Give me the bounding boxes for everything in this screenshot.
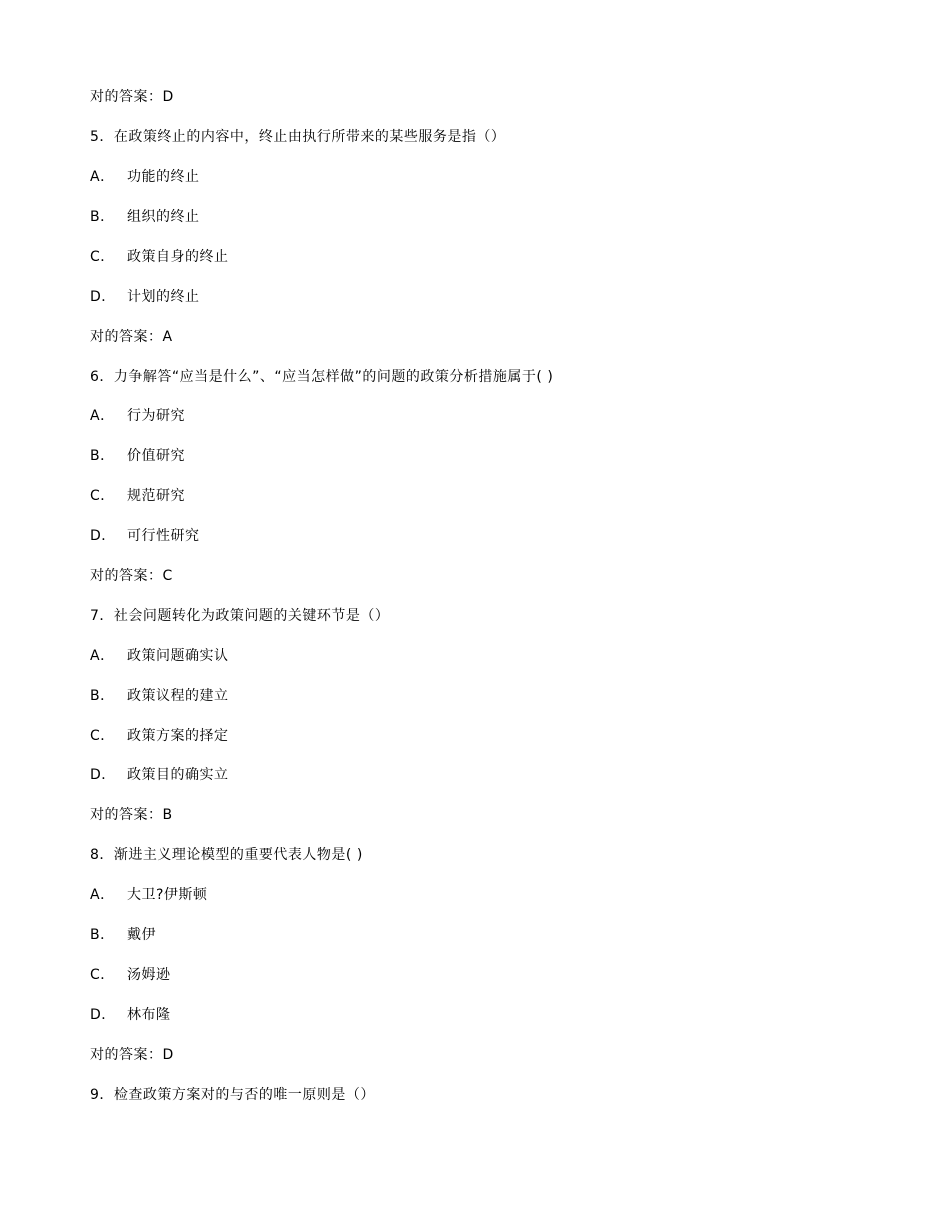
question-line: 8．渐进主义理论模型的重要代表人物是( ): [90, 847, 363, 863]
option-line: A． 政策问题确实认: [90, 648, 229, 664]
option-line: B． 价值研究: [90, 448, 185, 464]
answer-line: 对的答案：C: [90, 568, 173, 584]
option-line: C． 政策方案的择定: [90, 728, 229, 744]
option-line: A． 行为研究: [90, 408, 185, 424]
option-line: B． 戴伊: [90, 927, 156, 943]
option-line: D． 可行性研究: [90, 528, 200, 544]
option-line: D． 政策目的确实立: [90, 767, 229, 783]
option-line: C． 汤姆逊: [90, 967, 171, 983]
question-line: 9．检查政策方案对的与否的唯一原则是（）: [90, 1087, 375, 1103]
question-line: 6．力争解答“应当是什么”、“应当怎样做”的问题的政策分析措施属于( ): [90, 369, 554, 385]
option-line: B． 组织的终止: [90, 209, 200, 225]
answer-line: 对的答案：D: [90, 89, 174, 105]
answer-line: 对的答案：A: [90, 329, 173, 345]
option-line: A． 大卫?伊斯顿: [90, 887, 208, 903]
option-line: D． 林布隆: [90, 1007, 171, 1023]
question-line: 7．社会问题转化为政策问题的关键环节是（）: [90, 608, 390, 624]
option-line: C． 政策自身的终止: [90, 249, 229, 265]
question-line: 5．在政策终止的内容中，终止由执行所带来的某些服务是指（）: [90, 129, 506, 145]
option-line: A． 功能的终止: [90, 169, 200, 185]
option-line: D． 计划的终止: [90, 289, 200, 305]
option-line: B． 政策议程的建立: [90, 688, 229, 704]
answer-line: 对的答案：B: [90, 807, 173, 823]
answer-line: 对的答案：D: [90, 1047, 174, 1063]
option-line: C． 规范研究: [90, 488, 185, 504]
